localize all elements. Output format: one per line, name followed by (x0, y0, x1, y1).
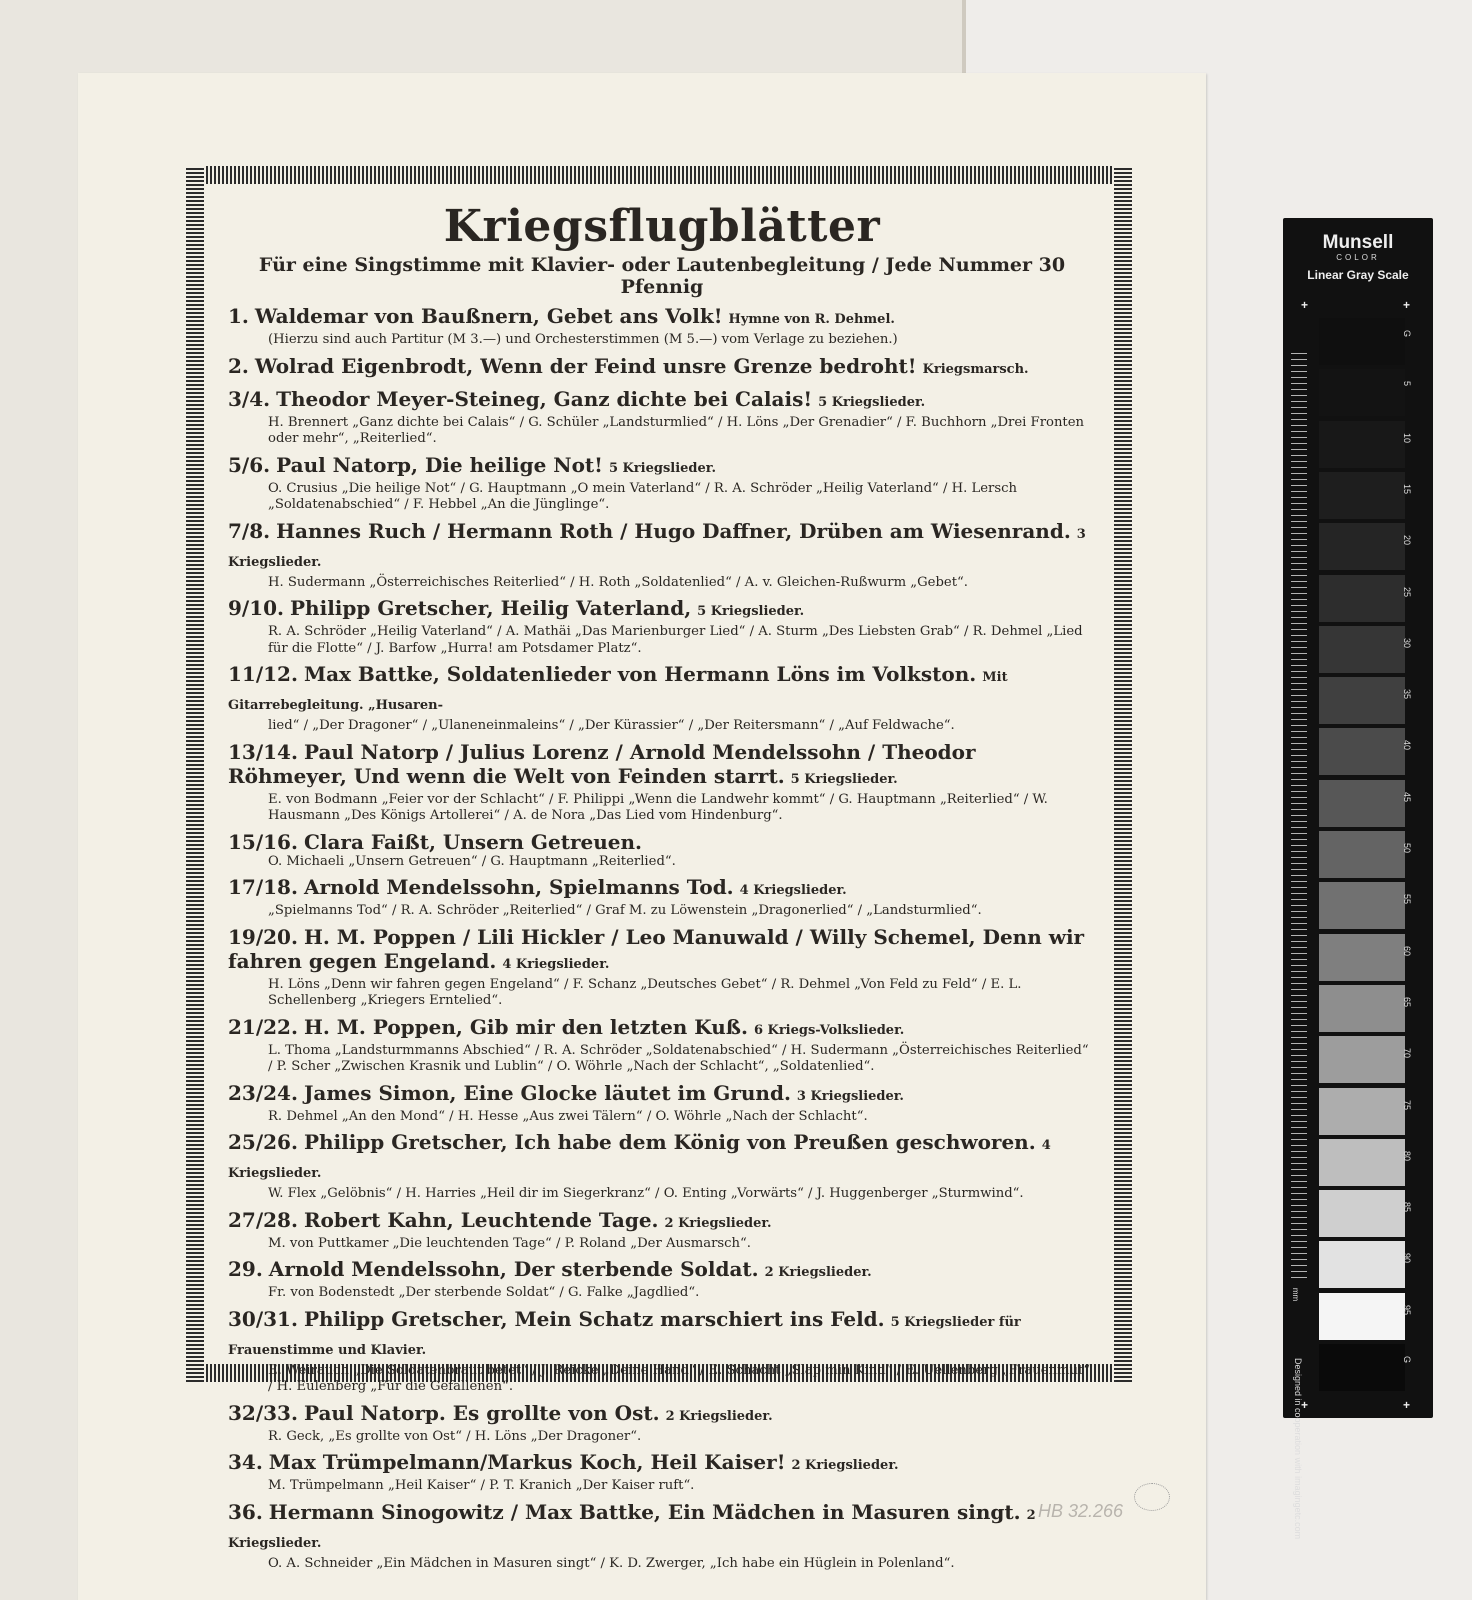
entry-heading (228, 1015, 1096, 1043)
entry-number: 36. (228, 1499, 263, 1524)
gray-patch-label: 75 (1402, 1099, 1412, 1110)
entry-note: 2 Kriegslieder. (665, 1408, 773, 1424)
gray-patch-label: 90 (1402, 1253, 1412, 1264)
entry-number: 2. (228, 353, 249, 378)
entry-number: 7/8. (228, 518, 271, 543)
gray-patch-label: 15 (1402, 483, 1412, 494)
entry-title: H. M. Poppen, Gib mir den letzten Kuß. (303, 1014, 748, 1039)
entry-title: James Simon, Eine Glocke läutet im Grund. (303, 1080, 791, 1105)
scale-credit: Designed in cooperation with imagingetc.com (1293, 1358, 1303, 1540)
gray-patch (1319, 318, 1405, 365)
entry-song-list: W. Flex „Gelöbnis“ / H. Harries „Heil dir im Siegerkranz“ / O. Enting „Vorwärts“ / J. Huggenberger „Sturmwind“. (268, 1186, 1024, 1201)
entry-note: 5 Kriegslieder. (697, 604, 805, 619)
entry-song-list: E. von Bodmann „Feier vor der Schlacht“ / F. Philippi „Wenn die Landwehr kommt“ / G. Hauptmann „Reiterlied“ / W. Hausmann „Des Königs Artollerei“ / A. de Nora „Das Lied vom Hindenburg“. (268, 791, 1048, 823)
gray-patch-label: 95 (1402, 1304, 1412, 1315)
list-item (228, 519, 1096, 592)
list-item (228, 596, 1096, 657)
entry-number: 1. (228, 304, 249, 328)
registration-mark-plus: + (1301, 298, 1309, 312)
gray-patch (1319, 1241, 1405, 1288)
scale-brand-sub: COLOR (1336, 253, 1380, 262)
entry-heading (228, 830, 1096, 854)
gray-patch-label: 50 (1402, 843, 1412, 854)
list-item (228, 1401, 1096, 1446)
entry-list (228, 304, 1096, 1572)
list-item (228, 453, 1096, 514)
list-item (228, 354, 1096, 382)
document-subtitle: Für eine Singstimme mit Klavier- oder Lautenbegleitung / Jede Nummer 30 Pfennig (258, 254, 1066, 298)
list-item (228, 875, 1096, 920)
entry-heading (228, 925, 1096, 977)
gray-patch (1319, 1088, 1405, 1135)
entry-number: 17/18. (228, 875, 298, 899)
entry-number: 13/14. (228, 739, 298, 764)
registration-mark-plus: + (1301, 1398, 1309, 1412)
entry-note: 5 Kriegslieder. (818, 394, 926, 410)
list-item (228, 830, 1096, 871)
entry-number: 9/10. (228, 596, 285, 620)
entry-title: Robert Kahn, Leuchtende Tage. (303, 1207, 659, 1232)
entry-title: Paul Natorp / Julius Lorenz / Arnold Mendelssohn / Theodor Röhmeyer, Und wenn die Welt von Feinden starrt. (228, 739, 976, 788)
entry-song-list: (Hierzu sind auch Partitur (M 3.—) und Orchesterstimmen (M 5.—) vom Verlage zu beziehen.) (268, 332, 898, 347)
entry-heading (228, 354, 1096, 382)
entry-song-list: O. A. Schneider „Ein Mädchen in Masuren singt“ / K. D. Zwerger, „Ich habe ein Hüglein in Polenland“. (268, 1555, 955, 1571)
entry-song-list: R. Dehmel „An den Mond“ / H. Hesse „Aus zwei Tälern“ / O. Wöhrle „Nach der Schlacht“. (268, 1108, 868, 1124)
gray-patch-label: 45 (1402, 791, 1412, 802)
entry-note: 2 Kriegslieder. (664, 1215, 772, 1231)
gray-patch-label: 20 (1402, 535, 1412, 546)
munsell-gray-scale (1283, 218, 1433, 1540)
gray-patch-label: 55 (1402, 894, 1412, 905)
list-item (228, 1450, 1096, 1495)
list-item (228, 1307, 1096, 1396)
mm-ruler (1291, 348, 1307, 1278)
gray-patch-label: 10 (1402, 432, 1412, 443)
entry-song-list: R. Geck, „Es grollte von Ost“ / H. Löns „Der Dragoner“. (268, 1428, 642, 1444)
gray-patch (1319, 472, 1405, 519)
gray-patch (1319, 421, 1405, 468)
list-item (228, 387, 1096, 448)
entry-heading (228, 740, 1096, 792)
entry-note: 5 Kriegslieder. (790, 771, 898, 787)
gray-patch (1319, 934, 1405, 981)
entry-note: 4 Kriegslieder. (502, 956, 610, 972)
entry-heading (228, 1500, 1096, 1556)
entry-number: 5/6. (228, 452, 271, 477)
list-item (228, 1257, 1096, 1302)
document-title: Kriegsflugblätter (443, 201, 881, 252)
entry-note: 4 Kriegslieder. (228, 1138, 1051, 1181)
gray-patch-label: 30 (1402, 637, 1412, 648)
entry-title: Theodor Meyer-Steineg, Ganz dichte bei Calais! (276, 386, 813, 411)
frame-left-border (186, 166, 204, 1382)
gray-patch (1319, 985, 1405, 1032)
gray-patch (1319, 1293, 1405, 1340)
entry-heading (228, 1130, 1096, 1186)
scale-title: Linear Gray Scale (1307, 268, 1409, 282)
entry-number: 23/24. (228, 1080, 298, 1105)
gray-patch-label: 60 (1402, 945, 1412, 956)
entry-title: Philipp Gretscher, Ich habe dem König von Preußen geschworen. (303, 1130, 1036, 1154)
entry-number: 34. (228, 1450, 263, 1474)
entry-note: 2 Kriegslieder. (228, 1507, 1036, 1551)
list-item (228, 1208, 1096, 1253)
entry-heading (228, 596, 1096, 624)
entry-song-list: M. von Puttkamer „Die leuchtenden Tage“ / P. Roland „Der Ausmarsch“. (268, 1235, 751, 1251)
gray-patch (1319, 1036, 1405, 1083)
entry-heading (228, 1208, 1096, 1236)
entry-title: Paul Natorp. Es grollte von Ost. (303, 1400, 660, 1425)
entry-title: Waldemar von Baußnern, Gebet ans Volk! (254, 304, 723, 328)
frame-top-border (186, 166, 1132, 184)
entry-song-list: O. Michaeli „Unsern Getreuen“ / G. Hauptmann „Reiterlied“. (268, 853, 676, 869)
list-item (228, 662, 1096, 735)
entry-note: 3 Kriegslieder. (796, 1088, 904, 1104)
gray-patch (1319, 626, 1405, 673)
entry-note: 4 Kriegslieder. (739, 883, 847, 898)
gray-patch (1319, 677, 1405, 724)
entry-number: 15/16. (228, 829, 298, 854)
entry-number: 32/33. (228, 1400, 298, 1425)
entry-title: Max Trümpelmann/Markus Koch, Heil Kaiser! (268, 1450, 786, 1474)
entry-title: Clara Faißt, Unsern Getreuen. (303, 829, 642, 854)
list-item (228, 1015, 1096, 1076)
entry-note: 2 Kriegslieder. (791, 1458, 899, 1473)
entry-heading (228, 1450, 1096, 1478)
entry-number: 3/4. (228, 386, 271, 411)
gray-patch-label: 70 (1402, 1048, 1412, 1059)
gray-patch (1319, 575, 1405, 622)
gray-patch-label: 65 (1402, 996, 1412, 1007)
entry-heading (228, 519, 1096, 575)
ruler-unit: mm (1291, 1287, 1301, 1302)
gray-patch-label: 35 (1402, 689, 1412, 700)
gray-patch-label: 5 (1402, 381, 1412, 387)
gray-patch-label: 80 (1402, 1150, 1412, 1161)
catalog-number: HB 32.266 (1038, 1501, 1124, 1521)
entry-title: Arnold Mendelssohn, Der sterbende Soldat. (268, 1257, 759, 1281)
entry-number: 25/26. (228, 1130, 298, 1154)
entry-heading (228, 304, 1096, 332)
entry-song-list: R. A. Schröder „Heilig Vaterland“ / A. Mathäi „Das Marienburger Lied“ / A. Sturm „Des Liebsten Grab“ / R. Dehmel „Lied für die Flotte“ / J. Barfow „Hurra! am Potsdamer Platz“. (268, 624, 1083, 656)
entry-number: 19/20. (228, 924, 298, 949)
entry-heading (228, 1401, 1096, 1429)
entry-title: Arnold Mendelssohn, Spielmanns Tod. (303, 875, 734, 899)
document-sheet (78, 73, 1206, 1600)
entry-heading (228, 875, 1096, 903)
entry-note: 6 Kriegs-Volkslieder. (753, 1022, 905, 1038)
entry-title: Philipp Gretscher, Mein Schatz marschiert ins Feld. (303, 1306, 885, 1331)
list-item (228, 925, 1096, 1010)
entry-note: 5 Kriegslieder. (608, 460, 716, 476)
list-item (228, 740, 1096, 825)
gray-patch (1319, 1139, 1405, 1186)
entry-heading (228, 387, 1096, 415)
registration-mark-plus: + (1403, 298, 1411, 312)
entry-song-list: E. Weirauch „Die Soldatenbraut betet“ / J. Reicke „Deine Hand“ / E. Schacht „Slap min Kind“ / E. Uellenberg „Frauenmut“ / H. Eulenberg „Für die Gefallenen“. (268, 1362, 1091, 1394)
entry-song-list: Fr. von Bodenstedt „Der sterbende Soldat“ / G. Falke „Jagdlied“. (268, 1285, 700, 1300)
entry-heading (228, 1257, 1096, 1285)
entry-number: 11/12. (228, 662, 298, 686)
gray-patch (1319, 523, 1405, 570)
document-content (228, 201, 1096, 1577)
entry-song-list: H. Sudermann „Österreichisches Reiterlied“ / H. Roth „Soldatenlied“ / A. v. Gleichen-Rußwurm „Gebet“. (268, 574, 968, 590)
gray-patch-label: G (1402, 330, 1412, 338)
entry-note: 3 Kriegslieder. (228, 526, 1086, 570)
entry-song-list: H. Löns „Denn wir fahren gegen Engeland“ / F. Schanz „Deutsches Gebet“ / R. Dehmel „Von Feld zu Feld“ / E. L. Schellenberg „Kriegers Erntelied“. (268, 976, 1022, 1008)
entry-song-list: M. Trümpelmann „Heil Kaiser“ / P. T. Kranich „Der Kaiser ruft“. (268, 1478, 695, 1493)
gray-patch-label: 25 (1402, 586, 1412, 597)
list-item (228, 1500, 1096, 1573)
entry-title: Hermann Sinogowitz / Max Battke, Ein Mädchen in Masuren singt. (268, 1499, 1021, 1524)
entry-title: Paul Natorp, Die heilige Not! (276, 452, 603, 477)
entry-note: 5 Kriegslieder für Frauenstimme und Klavier. (228, 1314, 1021, 1358)
entry-title: H. M. Poppen / Lili Hickler / Leo Manuwald / Willy Schemel, Denn wir fahren gegen Engeland. (228, 924, 1085, 973)
entry-number: 30/31. (228, 1306, 298, 1331)
entry-number: 29. (228, 1257, 263, 1281)
entry-number: 27/28. (228, 1207, 298, 1232)
gray-patch (1319, 882, 1405, 929)
entry-title: Max Battke, Soldatenlieder von Hermann Löns im Volkston. (303, 662, 977, 686)
entry-song-list: O. Crusius „Die heilige Not“ / G. Hauptmann „O mein Vaterland“ / R. A. Schröder „Heilig Vaterland“ / H. Lersch „Soldatenabschied“ / F. Hebbel „An die Jünglinge“. (268, 480, 1018, 512)
entry-song-list: lied“ / „Der Dragoner“ / „Ulaneneinmaleins“ / „Der Kürassier“ / „Der Reitersmann“ / „Auf Feldwache“. (268, 718, 955, 733)
gray-patch (1319, 728, 1405, 775)
gray-patch (1319, 831, 1405, 878)
frame-right-border (1114, 166, 1132, 1382)
entry-note: Mit Gitarrebegleitung. „Husaren- (228, 670, 1008, 713)
entry-heading (228, 1081, 1096, 1109)
list-item (228, 1130, 1096, 1203)
entry-song-list: L. Thoma „Landsturmmanns Abschied“ / R. A. Schröder „Soldatenabschied“ / H. Sudermann „Österreichisches Reiterlied“ / P. Scher „Zwischen Krasnik und Lublin“ / O. Wöhrle „Nach der Schlacht“, „Soldatenlied“. (268, 1042, 1089, 1074)
entry-title: Hannes Ruch / Hermann Roth / Hugo Daffner, Drüben am Wiesenrand. (276, 518, 1071, 543)
entry-note: Hymne von R. Dehmel. (728, 312, 895, 327)
gray-patch-label: 40 (1402, 740, 1412, 751)
gray-patch (1319, 1190, 1405, 1237)
entry-title: Wolrad Eigenbrodt, Wenn der Feind unsre Grenze bedroht! (254, 353, 917, 378)
entry-heading (228, 662, 1096, 718)
gray-patch-label: 85 (1402, 1202, 1412, 1213)
registration-mark-plus: + (1403, 1398, 1411, 1412)
scale-brand: Munsell (1322, 232, 1394, 253)
entry-heading (228, 1307, 1096, 1363)
entry-heading (228, 453, 1096, 481)
gray-patch (1319, 780, 1405, 827)
entry-song-list: „Spielmanns Tod“ / R. A. Schröder „Reiterlied“ / Graf M. zu Löwenstein „Dragonerlied“ / „Landsturmlied“. (268, 903, 982, 918)
gray-patch-label: G (1402, 1356, 1412, 1364)
entry-number: 21/22. (228, 1014, 298, 1039)
gray-patch (1319, 369, 1405, 416)
entry-song-list: H. Brennert „Ganz dichte bei Calais“ / G. Schüler „Landsturmlied“ / H. Löns „Der Grenadier“ / F. Buchhorn „Drei Fronten oder mehr“, „Reiterlied“. (268, 414, 1085, 446)
entry-title: Philipp Gretscher, Heilig Vaterland, (290, 596, 692, 620)
list-item (228, 1081, 1096, 1126)
list-item (228, 304, 1096, 349)
gray-patch (1319, 1344, 1405, 1391)
entry-note: Kriegsmarsch. (922, 361, 1029, 377)
entry-note: 2 Kriegslieder. (764, 1265, 872, 1280)
library-stamp (1134, 1483, 1170, 1511)
